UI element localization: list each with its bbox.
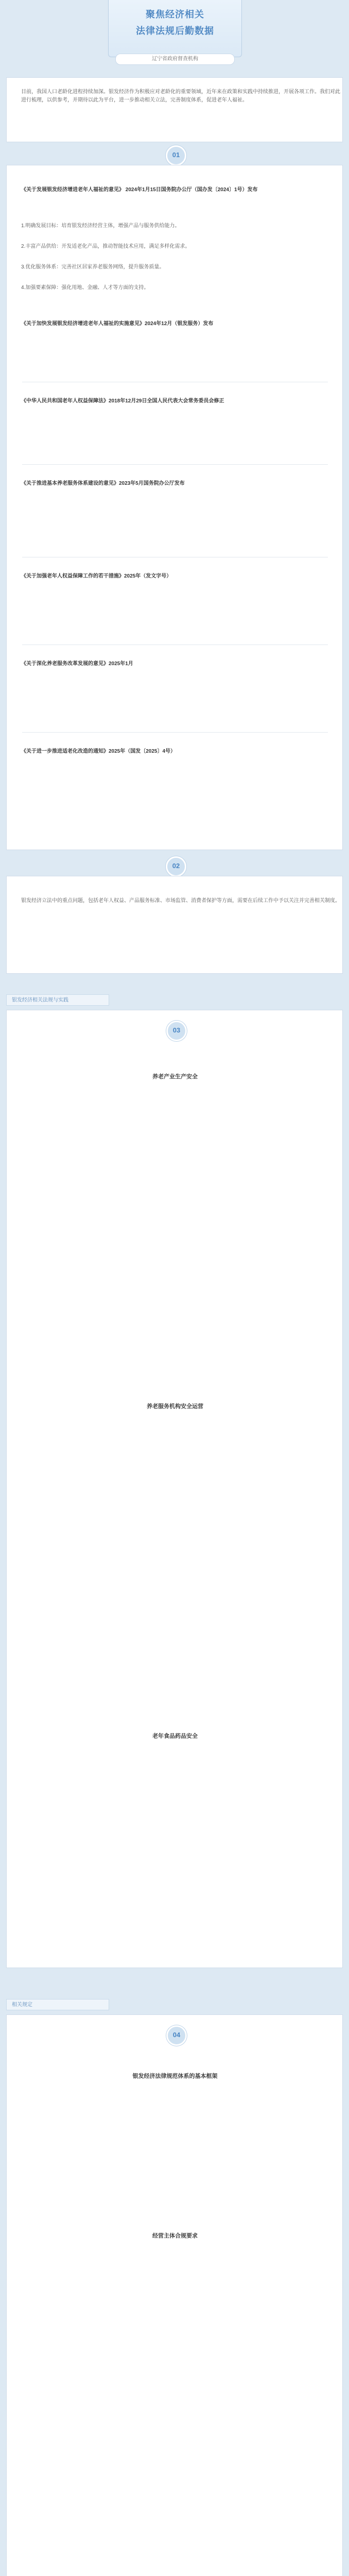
divider bbox=[22, 732, 328, 733]
section-number-2: 02 bbox=[172, 862, 180, 870]
header-title-line1: 聚焦经济相关 bbox=[146, 9, 204, 20]
section-number-1: 01 bbox=[172, 151, 180, 159]
sub-heading: 养老产业生产安全 bbox=[152, 1074, 198, 1080]
section4-tab: 相关规定 bbox=[6, 1999, 109, 2010]
section-marker-3 bbox=[166, 1021, 187, 1041]
sub-heading: 银发经济法律规范体系的基本框架 bbox=[132, 2073, 218, 2079]
section4-card bbox=[6, 2014, 343, 2576]
section3-tab: 银发经济相关法规与实践 bbox=[6, 994, 109, 1006]
section-number-3: 03 bbox=[172, 1026, 181, 1034]
sub-heading: 养老服务机构安全运营 bbox=[147, 1403, 203, 1410]
divider bbox=[22, 464, 328, 465]
intro-text: 目前，我国人口老龄化进程持续加深。银发经济作为积极应对老龄化的重要领域，近年来在政策和实践中持续推进，开展各项工作。我们对此进行梳理，以供参考，并期待以此为平台，进一步推动相关立法，完善制度体系，促进老年人福祉。 bbox=[21, 89, 340, 103]
section-marker-4 bbox=[166, 2025, 187, 2046]
sub-heading: 老年食品药品安全 bbox=[152, 1733, 198, 1739]
header-title-line2: 法律法规后勤数据 bbox=[136, 26, 214, 36]
law-point: 3.优化服务体系：完善社区居家养老服务网络，提升服务质量。 bbox=[21, 264, 165, 270]
section1-card bbox=[6, 165, 343, 850]
header-banner bbox=[108, 0, 242, 57]
law-item: 《中华人民共和国老年人权益保障法》2018年12月29日全国人民代表大会常务委员会修正 bbox=[21, 398, 224, 404]
section-number-4: 04 bbox=[172, 2031, 181, 2039]
section2-card bbox=[6, 876, 343, 974]
law-item: 《关于加快发展银发经济增进老年人福祉的实施意见》2024年12月（银发服务）发布 bbox=[21, 321, 214, 327]
law-point: 4.加强要素保障：强化用地、金融、人才等方面的支持。 bbox=[21, 285, 149, 291]
law-point: 2.丰富产品供给：开发适老化产品，推动智能技术应用，满足多样化需求。 bbox=[21, 244, 190, 249]
issuer-badge: 辽宁省政府督查机构 bbox=[115, 54, 235, 65]
section-marker-2 bbox=[166, 856, 186, 877]
law-point: 1.明确发展目标：培育银发经济经营主体，增强产品与服务供给能力。 bbox=[21, 223, 180, 229]
section-marker-1 bbox=[166, 145, 186, 166]
section2-text: 银发经济立法中的重点问题，包括老年人权益、产品服务标准、市场监管、消费者保护等方面，需要在后续工作中予以关注并完善相关制度。 bbox=[21, 898, 340, 904]
law-item: 《关于加强老年人权益保障工作的若干措施》2025年（发文字号） bbox=[21, 573, 172, 579]
sub-heading: 经营主体合规要求 bbox=[152, 2233, 198, 2239]
law-item: 《关于深化养老服务改革发展的意见》2025年1月 bbox=[21, 661, 133, 667]
law-item: 《关于发展银发经济增进老年人福祉的意见》 2024年1月15日国务院办公厅（国办发〔2024〕1号）发布 bbox=[21, 187, 258, 193]
section3-card bbox=[6, 1010, 343, 1968]
law-item: 《关于推进基本养老服务体系建设的意见》2023年5月国务院办公厅发布 bbox=[21, 481, 185, 486]
intro-card bbox=[6, 77, 343, 142]
law-item: 《关于进一步推进适老化改造的通知》2025年（国发〔2025〕4号） bbox=[21, 749, 176, 754]
